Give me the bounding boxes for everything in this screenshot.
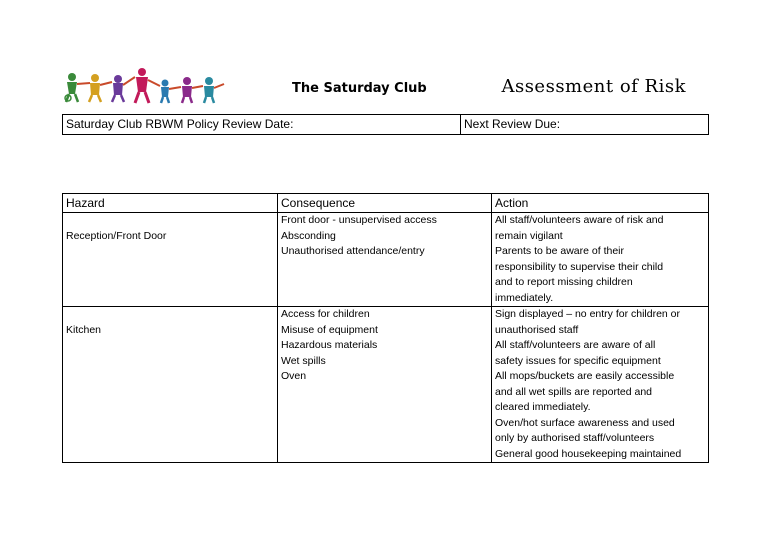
hazard-name: Reception/Front Door bbox=[66, 229, 167, 242]
consequence-line: Oven bbox=[281, 370, 307, 382]
action-line: remain vigilant bbox=[495, 229, 563, 242]
consequence-line: Front door - unsupervised access bbox=[281, 214, 437, 226]
consequence-header: Consequence bbox=[278, 194, 492, 213]
action-line: Oven/hot surface awareness and used bbox=[495, 416, 675, 429]
hazard-cell bbox=[63, 307, 278, 463]
policy-review-table bbox=[62, 114, 709, 135]
table-header-row bbox=[63, 194, 709, 213]
action-line: responsibility to supervise their child bbox=[495, 260, 664, 273]
action-line: Parents to be aware of their bbox=[495, 245, 624, 257]
consequence-line: Hazardous materials bbox=[281, 339, 378, 351]
hazard-cell bbox=[63, 213, 278, 307]
risk-assessment-table bbox=[62, 193, 709, 463]
document-header bbox=[62, 68, 708, 108]
action-line: and to report missing children bbox=[495, 276, 633, 288]
hazard-header: Hazard bbox=[63, 194, 278, 213]
table-row bbox=[63, 307, 709, 463]
next-review-due-cell: Next Review Due: bbox=[461, 115, 709, 135]
action-line: Sign displayed – no entry for children or bbox=[495, 308, 681, 320]
action-cell bbox=[492, 307, 709, 463]
club-name: The Saturday Club bbox=[292, 81, 427, 96]
action-line: All staff/volunteers are aware of all bbox=[495, 339, 656, 351]
consequence-line: Absconding bbox=[281, 229, 336, 242]
action-header: Action bbox=[492, 194, 709, 213]
action-line: and all wet spills are reported and bbox=[495, 385, 653, 398]
action-line: General good housekeeping maintained bbox=[495, 447, 682, 460]
consequence-line: Unauthorised attendance/entry bbox=[281, 245, 425, 257]
action-line: unauthorised staff bbox=[495, 323, 579, 336]
table-row bbox=[63, 213, 709, 307]
action-line: All mops/buckets are easily accessible bbox=[495, 370, 675, 382]
action-line: cleared immediately. bbox=[495, 401, 591, 413]
consequence-cell bbox=[278, 307, 492, 463]
consequence-line: Access for children bbox=[281, 308, 370, 320]
consequence-line: Wet spills bbox=[281, 354, 326, 367]
children-holding-hands-logo bbox=[62, 68, 230, 104]
policy-review-date-cell: Saturday Club RBWM Policy Review Date: bbox=[63, 115, 461, 135]
action-line: All staff/volunteers aware of risk and bbox=[495, 214, 664, 226]
consequence-cell bbox=[278, 213, 492, 307]
consequence-line: Misuse of equipment bbox=[281, 323, 378, 336]
page-title: Assessment of Risk bbox=[501, 76, 686, 97]
action-line: only by authorised staff/volunteers bbox=[495, 432, 655, 444]
action-line: safety issues for specific equipment bbox=[495, 354, 661, 367]
action-cell bbox=[492, 213, 709, 307]
action-line: immediately. bbox=[495, 291, 554, 304]
hazard-name: Kitchen bbox=[66, 323, 102, 336]
